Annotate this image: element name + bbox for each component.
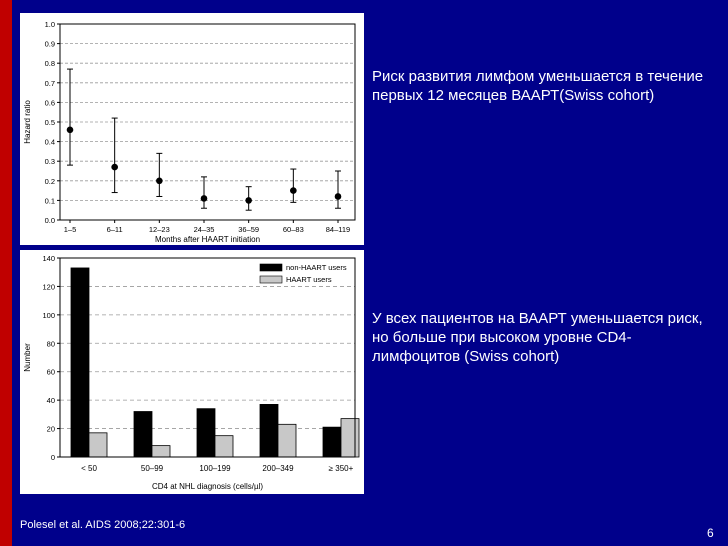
- x-axis-label: Months after HAART initiation: [154, 235, 261, 244]
- bar: [323, 427, 341, 457]
- bar: [341, 419, 359, 457]
- y-tick-label: 80: [46, 339, 55, 349]
- citation: Polesel et al. AIDS 2008;22:301-6: [20, 519, 186, 531]
- bar: [89, 433, 107, 457]
- y-tick-label: 0.7: [44, 78, 55, 88]
- legend-label: non-HAART users: [286, 263, 347, 272]
- y-tick-label: 100: [42, 310, 55, 320]
- y-tick-label: 0.1: [44, 196, 55, 206]
- legend-swatch: [260, 264, 282, 271]
- hazard-ratio-chart-panel: [20, 13, 364, 245]
- left-accent-stripe: [0, 0, 12, 546]
- y-tick-label: 140: [42, 254, 55, 263]
- legend-label: HAART users: [286, 275, 332, 284]
- y-tick-label: 20: [46, 424, 55, 434]
- bar: [71, 268, 89, 457]
- y-tick-label: 0: [50, 453, 55, 462]
- page-number: 6: [707, 526, 714, 540]
- bar: [134, 412, 152, 457]
- y-tick-label: 0.6: [44, 98, 55, 108]
- y-axis-label: Hazard ratio: [23, 100, 32, 144]
- cd4-bar-chart: [20, 250, 364, 494]
- x-tick-label: 60–83: [282, 225, 304, 234]
- legend-swatch: [260, 276, 282, 283]
- bar: [215, 436, 233, 457]
- y-tick-label: 0.5: [44, 118, 55, 127]
- y-tick-label: 120: [42, 282, 55, 292]
- bar: [152, 446, 170, 457]
- x-tick-label: 50–99: [140, 464, 164, 473]
- x-tick-label: 36–59: [238, 225, 260, 234]
- x-tick-label: 6–11: [106, 225, 123, 234]
- x-tick-label: 100–199: [199, 464, 231, 473]
- y-tick-label: 40: [46, 396, 55, 406]
- caption-cd4-risk: У всех пациентов на ВААРТ уменьшается риск, но больше при высоком уровне CD4-лимфоцитов (Swiss cohort): [372, 310, 703, 365]
- y-tick-label: 0.2: [44, 176, 55, 186]
- data-point: [156, 178, 163, 185]
- x-tick-label: 84–119: [325, 225, 351, 234]
- data-point: [245, 197, 252, 204]
- y-tick-label: 0.3: [44, 157, 55, 167]
- y-tick-label: 0.0: [44, 216, 55, 225]
- data-point: [67, 127, 74, 134]
- x-tick-label: ≥ 350+: [328, 464, 354, 473]
- data-point: [335, 193, 342, 200]
- y-axis-label: Number: [23, 343, 32, 372]
- y-tick-label: 0.8: [44, 59, 55, 69]
- y-tick-label: 60: [46, 367, 55, 377]
- cd4-bar-chart-panel: [20, 250, 364, 494]
- caption-lymphoma-risk: Риск развития лимфом уменьшается в течение первых 12 месяцев ВААРТ(Swiss cohort): [372, 68, 704, 104]
- x-tick-label: < 50: [81, 464, 97, 473]
- y-tick-label: 0.4: [44, 137, 55, 147]
- hazard-ratio-chart: [20, 13, 364, 245]
- data-point: [290, 187, 297, 194]
- y-tick-label: 0.9: [44, 39, 55, 49]
- y-tick-label: 1.0: [44, 20, 55, 29]
- data-point: [201, 195, 208, 202]
- bar: [260, 404, 278, 457]
- x-tick-label: 12–23: [148, 225, 170, 234]
- bar: [278, 424, 296, 457]
- x-tick-label: 200–349: [262, 464, 294, 473]
- bar: [197, 409, 215, 457]
- x-tick-label: 1–5: [63, 225, 77, 234]
- data-point: [111, 164, 118, 171]
- x-axis-label: CD4 at NHL diagnosis (cells/µl): [151, 482, 264, 491]
- x-tick-label: 24–35: [193, 225, 215, 234]
